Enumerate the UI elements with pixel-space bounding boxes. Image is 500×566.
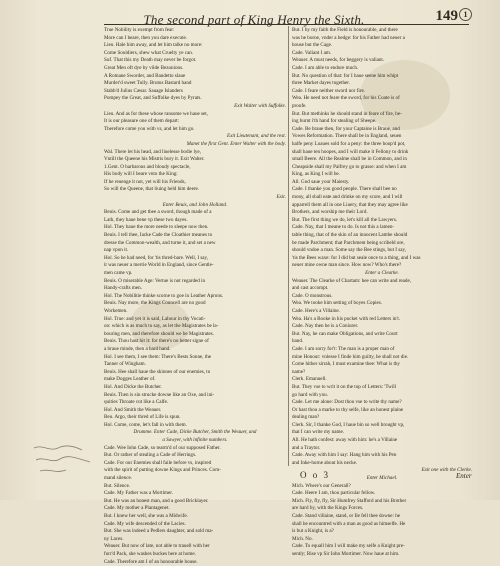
text-line: Hol. Come, come, let's fall in with them.	[104, 421, 187, 428]
left-text-column	[104, 27, 286, 565]
text-line: Weauer. But now of late, not able to trauell with her	[104, 543, 210, 550]
text-line: shall haue ten hoopes, and I will make it Fellony to drink	[292, 148, 409, 155]
text-line: Wea. Ha's a Booke in his pocket with red Letters in't.	[292, 315, 401, 322]
page-mark: 1	[459, 8, 472, 21]
text-line: Beuis. I tell thee, Iacke Cade the Cloathier meanes to	[104, 232, 213, 239]
text-line: Wea. He need not feare the sword, for his Coate is of	[292, 95, 400, 102]
text-line: Cade. For our Enemies shall faile before vs, inspired	[104, 459, 212, 466]
stage-direction-centered: Enter Beuis, and John Holland.	[162, 201, 228, 208]
stage-direction: Manet the first Gent. Enter Walter with the body.	[186, 140, 286, 147]
text-line: Cade. Valiant I am.	[292, 49, 332, 56]
text-line: Beuis. O miserable Age: Vertue is not regarded in	[104, 277, 206, 284]
text-line: Pompey the Great, and Suffolke dyes by Pyrats.	[104, 95, 202, 102]
column-divider	[288, 26, 289, 466]
text-line: Cade. Heere I am, thou particular fellow.	[292, 490, 376, 497]
text-line: 'tis the Bees waxe: for I did but seale once to a thing, and I was	[292, 254, 421, 261]
text-line: Come Souldiers, shew what Cruelty ye can.	[104, 49, 194, 56]
page-number	[436, 8, 473, 25]
text-line: Weauer. A must needs, for beggery is valiant.	[292, 57, 385, 64]
text-line: shall be encountred with a man as good as himselfe. He	[292, 520, 406, 527]
text-line: Hol. The Nobilitie thinke scorne to goe in Leather Aprons.	[104, 292, 224, 299]
text-line: quities Throate cut like a Calfe.	[104, 399, 169, 406]
text-line: His body will I beare vnto the King:	[104, 171, 178, 178]
text-line: Great Men oft dye by vilde Bezonions.	[104, 64, 184, 71]
text-line: are hard by, with the Kings Forces.	[292, 505, 364, 512]
text-line: Weauer. The Clearke of Chartam: hee can write and reade,	[292, 277, 411, 284]
text-line: If he reuenge it not, yet will his Friends,	[104, 178, 186, 185]
text-line: But. Silence.	[104, 482, 131, 489]
text-line: dresse the Common-wealth, and turne it, and set a new	[104, 239, 216, 246]
text-line: ing burnt i'th hand for stealing of Sheepe.	[292, 118, 377, 125]
text-line: King, as King I will be.	[292, 171, 340, 178]
text-line: and a Traytor.	[292, 444, 321, 451]
text-line: More can I beare, then you dare execute.	[104, 34, 188, 41]
text-line: All. He hath confest: away with him: he's a Villaine	[292, 437, 398, 444]
text-line: Beuis. Thou hast hit it: for there's no better signe of	[104, 338, 209, 345]
text-line: Or hast thou a marke to thy selfe, like an honest plaine	[292, 406, 404, 413]
text-line: Cade. I feare neither sword nor fire.	[292, 87, 365, 94]
text-line: mony, all shall eate and drinke on my score, and I will	[292, 194, 403, 201]
text-line: Murder'd sweet Tully. Brutus Bastard hand	[104, 80, 192, 87]
text-line: Mich. No.	[292, 535, 313, 542]
text-line: should vndoe a man. Some say the Bee stings, but I say,	[292, 247, 406, 254]
stage-direction: Exit Lieutenant, and the rest.	[227, 133, 286, 140]
page-number-value: 149	[435, 8, 458, 24]
text-line: Beuis. Then is sin strucke downe like an Oxe, and ini-	[104, 391, 215, 398]
text-line: Stabb'd Julius Cæsar. Sauage Islanders	[104, 87, 183, 94]
text-line: So will the Queene, that liuing held him deere.	[104, 186, 200, 193]
text-line: hand.	[292, 338, 304, 345]
text-line: All. God saue your Maiesty.	[292, 178, 350, 185]
signature-mark: O o 3	[300, 470, 330, 480]
text-line: furr'd Pack, she washes buckes here at home.	[104, 550, 196, 557]
text-line: Cheapside shall my Palfrey go to grasse: and when I am	[292, 163, 407, 170]
stage-direction: Exit.	[276, 194, 286, 201]
text-line: Vowes Reformation. There shall be in England, seuen	[292, 133, 402, 140]
text-line: mine Honour: vnlesse I finde him guilty, he shall not die.	[292, 353, 409, 360]
text-line: Cade. Be braue then, for your Captaine is Braue, and	[292, 125, 400, 132]
stage-direction-centered: Enter a Clearke.	[365, 270, 399, 276]
text-line: Hol. And Dicke the Butcher.	[104, 383, 163, 390]
text-line: Beuis. Nay more, the Kings Councell are no good	[104, 300, 206, 307]
handwritten-note-mark	[30, 440, 110, 480]
running-title: The second part of King Henry the Sixth.	[143, 12, 365, 27]
text-line: with the spirit of putting downe Kings and Princes. Com-	[104, 467, 221, 474]
text-line: But. No question of that: for I haue seene him whipt	[292, 72, 399, 79]
text-line: Cade. I am sorry for't: The man is a proper man of	[292, 345, 395, 352]
text-line: Lieu. And as for these whose ransome we haue set,	[104, 110, 208, 117]
text-line: Workemen.	[104, 307, 128, 314]
text-line: Cade. Let me alone: Dost thou vse to write thy name?	[292, 399, 402, 406]
text-line: True Nobility is exempt from fear:	[104, 27, 175, 33]
text-line: that I can write my name.	[292, 429, 345, 436]
text-line: But. Nay, he can make Obligations, and write Court	[292, 330, 398, 337]
text-line: But. She was indeed a Pedlers daughter, and sold ma-	[104, 528, 214, 535]
stage-direction: Exit one with the Clerke.	[421, 467, 472, 474]
text-line: Cade. Therefore am I of an honourable house.	[104, 558, 198, 565]
text-line: sently; Rise vp Sir Iohn Mortimer. Now haue at him.	[292, 550, 400, 557]
text-line: on: which is as much to say, as let the Magistrates be la-	[104, 323, 219, 330]
text-line: Hol. And Smith the Weauer.	[104, 406, 162, 413]
text-line: nap vpon it.	[104, 247, 129, 254]
text-line: Mich. Fly, fly, fly, Sir Humfrey Stafford and his Brother	[292, 497, 407, 504]
stage-direction-centered: Enter Michael.	[366, 475, 398, 482]
text-line: proofe.	[292, 102, 307, 109]
text-line: Vntill the Queene his Mistris bury it. Exit Walter.	[104, 156, 205, 163]
text-line: A Romane Sworder, and Bandetto slaue	[104, 72, 186, 79]
text-line: make Dogges Leather of.	[104, 376, 156, 383]
text-line: Cade. O monstrous.	[292, 292, 333, 299]
text-line: Cade. My Father was a Mortimer.	[104, 490, 173, 497]
text-line: Handy-crafts men.	[104, 285, 142, 292]
text-line: Cade. My mother a Plantagenet.	[104, 505, 170, 512]
text-line: Hol. They haue the more neede to sleepe now then.	[104, 224, 209, 231]
text-line: a braue minde, then a hard hand.	[104, 345, 171, 352]
text-line: apparrell them all in one Liuery, that they may agree like	[292, 201, 408, 208]
text-line: Cade. My wife descended of the Lacies.	[104, 520, 186, 527]
text-line: house but the Cage.	[292, 42, 333, 49]
text-line: But. They vse to writ it on the top of Letters: 'Twill	[292, 383, 397, 390]
text-line: Hol. I see them, I see them: There's Bests Sonne, the	[104, 353, 212, 360]
text-line: But. I knew her well, she was a Midwife.	[104, 513, 188, 519]
text-line: Brothers, and worship me their Lord.	[292, 209, 368, 216]
text-line: Cade. Nay then he is a Coniurer.	[292, 323, 359, 330]
text-line: dealing man?	[292, 414, 320, 421]
text-line: But. Or rather of stealing a Cade of Herrings.	[104, 452, 197, 459]
text-line: Hol. True: and yet it is said, Labour in thy Vocati-	[104, 315, 206, 322]
text-line: Cade. Stand villaine, stand, or Ile fell thee downe: he	[292, 513, 401, 519]
stage-direction-centered: Drumme. Enter Cade, Dicke Butcher, Smith the Weauer, and	[133, 429, 257, 436]
text-line: Cade. Wee Iohn Cade, so tearm'd of our supposed Father.	[104, 444, 221, 451]
text-line: Beuis. Hee shall haue the skinnes of our enemies, to	[104, 368, 211, 375]
text-line: It is our pleasure one of them depart:	[104, 118, 180, 125]
text-line: small Beere. All the Realme shall be in Common, and in	[292, 156, 407, 163]
text-line: name?	[292, 368, 306, 375]
text-line: be made Parchment; that Parchment being scribeld ore,	[292, 239, 405, 246]
text-line: But. The first thing we do, let's kill all the Lawyers.	[292, 216, 398, 223]
text-line: Suf. That this my Death may never be forgot.	[104, 57, 197, 64]
text-line: Come hither sirrah, I must examine thee: What is thy	[292, 361, 400, 368]
text-line: Hol. So he had need, for 'tis thred-bare. Well, I say,	[104, 254, 209, 261]
text-line: Lieu. Hale him away, and let him talke no more:	[104, 42, 203, 49]
header-rule	[104, 24, 469, 25]
text-line: go hard with you.	[292, 391, 328, 398]
text-line: Cade. Nay, that I meane to do. Is not this a lamen-	[292, 224, 395, 231]
text-line: Tanner of Wingham.	[104, 361, 146, 368]
text-line: three Market dayes together.	[292, 80, 350, 87]
text-line: Cade. Away with him I say: Hang him with his Pen	[292, 452, 397, 459]
text-line: Lath, they haue bene vp these two dayes.	[104, 216, 188, 223]
text-line: Cade. To equall him I will make my selfe a Knight pre-	[292, 543, 405, 550]
text-line: Wea. We tooke him setting of boyes Copies.	[292, 300, 383, 307]
text-line: Clerk. Sir, I thanke God, I haue bin so well brought vp,	[292, 421, 405, 428]
text-line: 1.Gent. O barbarous and bloudy spectacle,	[104, 163, 191, 170]
text-line: is but a Knight, is a?	[292, 528, 334, 535]
text-line: ny Laces.	[104, 535, 124, 542]
text-line: Cade. I thanke you good people. There shall bee no	[292, 186, 397, 193]
text-line: But. I by my faith the Field is honourable, and there	[292, 27, 398, 33]
stage-direction: Exit Walter with Suffolke.	[234, 102, 286, 109]
text-line: and cast accompt.	[292, 285, 329, 292]
text-line: Beu. Argo, their thred of Life is spun.	[104, 414, 181, 421]
text-line: table thing, that of the skin of an innocent Lambe should	[292, 232, 408, 239]
text-line: Cade. Here's a Villaine.	[292, 307, 340, 314]
text-line: bouring men, and therefore should we be Magistrates.	[104, 330, 214, 337]
text-line: was he borne, vnder a hedge: for his Father had neuer a	[292, 34, 405, 41]
text-line: Mich. Where's our Generall?	[292, 482, 351, 489]
text-line: halfe peny Loaues sold for a peny: the three hoop'd pot,	[292, 140, 406, 147]
text-line: Wal. There let his head, and liuelesse bodie lye,	[104, 148, 201, 155]
text-line: mand silence.	[104, 475, 133, 482]
text-line: But. He was an honest man, and a good Bricklayer.	[104, 497, 209, 504]
text-line: neuer mine owne man since. How now? Who's there?	[292, 262, 402, 269]
catchword: Enter	[456, 472, 472, 480]
text-line: men came vp.	[104, 270, 133, 276]
text-line: it was neuer a merrie World in England, since Gentle-	[104, 262, 214, 269]
stage-direction-centered: a Sawyer, with infinite numbers.	[162, 437, 228, 444]
text-line: Beuis. Come and get thee a sword, though made of a	[104, 209, 212, 216]
text-line: and Inke-horne about his necke.	[292, 459, 358, 466]
text-line: Therefore come you with vs, and let him go.	[104, 125, 195, 132]
text-line: But. But methinks he should stand in feare of fire, be-	[292, 110, 402, 117]
text-line: Clerk. Emanuell.	[292, 376, 327, 383]
text-line: Cade. I am able to endure much.	[292, 64, 359, 71]
